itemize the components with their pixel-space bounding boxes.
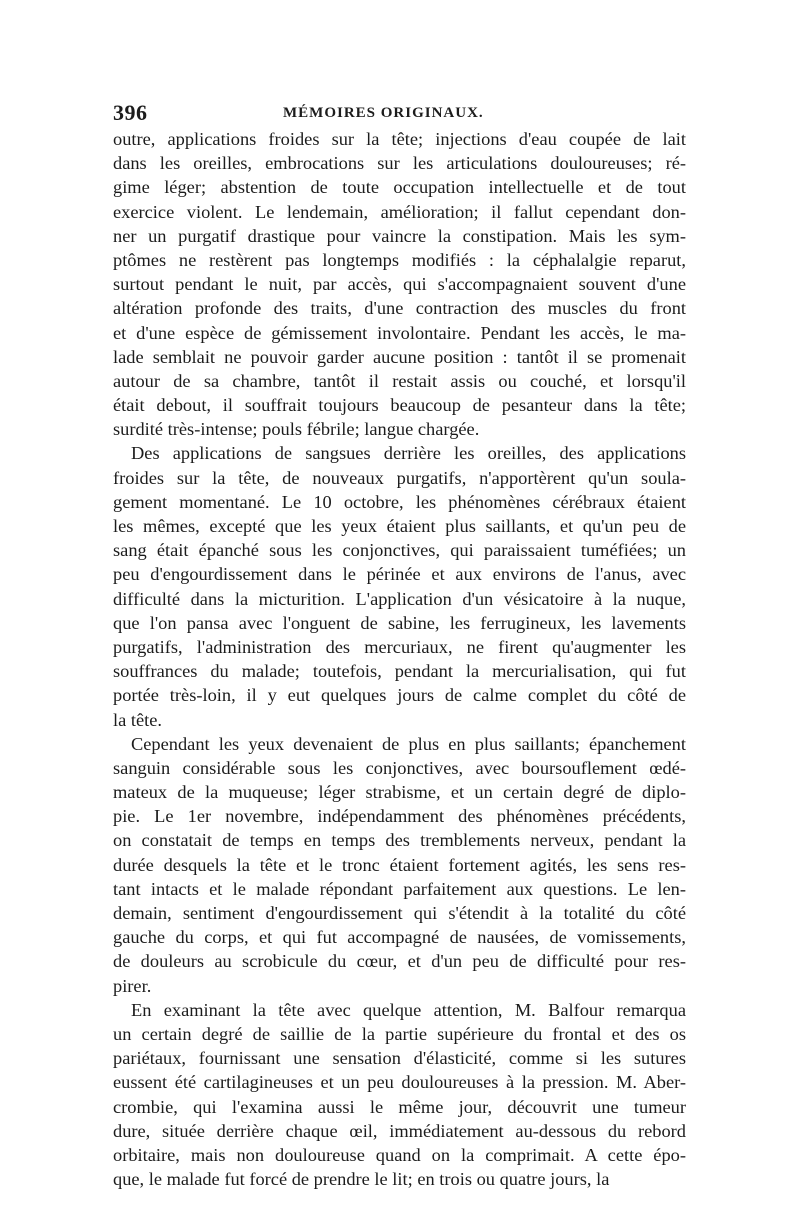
text-line: peu d'engourdissement dans le périnée et aux environs de l'anus, avec	[113, 564, 686, 585]
paragraph	[113, 732, 686, 998]
text-line: dure, située derrière chaque œil, immédiatement au-dessous du rebord	[113, 1120, 686, 1141]
page-header	[113, 100, 688, 126]
text-line: un certain degré de saillie de la partie supérieure du frontal et des os	[113, 1023, 686, 1044]
body-text	[113, 127, 686, 1191]
text-line: que l'on pansa avec l'onguent de sabine, les ferrugineux, les lavements	[113, 612, 686, 633]
text-line: sang était épanché sous les conjonctives, qui paraissaient tuméfiées; un	[113, 540, 686, 561]
text-line: altération profonde des traits, d'une contraction des muscles du front	[113, 298, 686, 319]
text-line: gement momentané. Le 10 octobre, les phénomènes cérébraux étaient	[113, 491, 686, 512]
text-line: pie. Le 1er novembre, indépendamment des phénomènes précédents,	[113, 806, 686, 827]
text-line: outre, applications froides sur la tête; injections d'eau coupée de lait	[113, 129, 686, 149]
text-line: exercice violent. Le lendemain, amélioration; il fallut cependant don-	[113, 201, 686, 222]
text-line: tant intacts et le malade répondant parfaitement aux questions. Le len-	[113, 878, 686, 899]
text-line: difficulté dans la micturition. L'application d'un vésicatoire à la nuque,	[113, 588, 686, 609]
text-line: et d'une espèce de gémissement involontaire. Pendant les accès, le ma-	[113, 322, 686, 343]
text-line: autour de sa chambre, tantôt il restait assis ou couché, et lorsqu'il	[113, 370, 686, 391]
text-line: lade semblait ne pouvoir garder aucune position : tantôt il se promenait	[113, 346, 686, 367]
text-line: gime léger; abstention de toute occupation intellectuelle et de tout	[113, 177, 686, 198]
text-line: portée très-loin, il y eut quelques jours de calme complet du côté de	[113, 685, 686, 706]
text-line: mateux de la muqueuse; léger strabisme, et un certain degré de diplo-	[113, 782, 686, 803]
text-line: surtout pendant le nuit, par accès, qui s'accompagnaient souvent d'une	[113, 274, 686, 295]
text-line: sanguin considérable sous les conjonctives, avec boursouflement œdé-	[113, 757, 686, 778]
text-line: dans les oreilles, embrocations sur les articulations douloureuses; ré-	[113, 153, 686, 174]
text-line: pirer.	[113, 975, 152, 996]
text-line: demain, sentiment d'engourdissement qui s'étendit à la totalité du côté	[113, 903, 686, 923]
text-line: ptômes ne restèrent pas longtemps modifiés : la céphalalgie reparut,	[113, 249, 686, 270]
text-line: durée desquels la tête et le tronc étaient fortement agités, les sens res-	[113, 854, 686, 875]
text-line: froides sur la tête, de nouveaux purgatifs, n'apportèrent qu'un soula-	[113, 467, 686, 488]
text-line: pariétaux, fournissant une sensation d'élasticité, comme si les sutures	[113, 1048, 686, 1069]
text-line: on constatait de temps en temps des tremblements nerveux, pendant la	[113, 830, 686, 851]
paragraph	[113, 127, 686, 441]
text-line: Des applications de sangsues derrière les oreilles, des applications	[131, 443, 686, 464]
text-line: ner un purgatif drastique pour vaincre la constipation. Mais les sym-	[113, 225, 686, 246]
text-line: En examinant la tête avec quelque attention, M. Balfour remarqua	[131, 999, 686, 1020]
text-line: eussent été cartilagineuses et un peu douloureuses à la pression. M. Aber-	[113, 1072, 686, 1093]
text-line: orbitaire, mais non douloureuse quand on la comprimait. A cette épo-	[113, 1144, 686, 1165]
text-line: que, le malade fut forcé de prendre le lit; en trois ou quatre jours, la	[113, 1169, 610, 1190]
text-line: crombie, qui l'examina aussi le même jour, découvrit une tumeur	[113, 1096, 686, 1117]
text-line: purgatifs, l'administration des mercuriaux, ne firent qu'augmenter les	[113, 636, 686, 657]
text-line: souffrances du malade; toutefois, pendant la mercurialisation, qui fut	[113, 661, 686, 682]
text-line: était debout, il souffrait toujours beaucoup de pesanteur dans la tête;	[113, 395, 686, 416]
text-line: les mêmes, excepté que les yeux étaient plus saillants, et qu'un peu de	[113, 516, 686, 536]
text-line: surdité très-intense; pouls fébrile; langue chargée.	[113, 419, 480, 440]
text-line: Cependant les yeux devenaient de plus en plus saillants; épanchement	[131, 733, 686, 754]
running-title: MÉMOIRES ORIGINAUX.	[283, 105, 484, 121]
text-line: gauche du corps, et qui fut accompagné de nausées, de vomissements,	[113, 927, 686, 948]
text-line: de douleurs au scrobicule du cœur, et d'un peu de difficulté pour res-	[113, 951, 686, 972]
text-line: la tête.	[113, 709, 163, 730]
paragraph	[113, 998, 686, 1192]
page-number: 396	[113, 100, 148, 125]
paragraph	[113, 441, 686, 731]
